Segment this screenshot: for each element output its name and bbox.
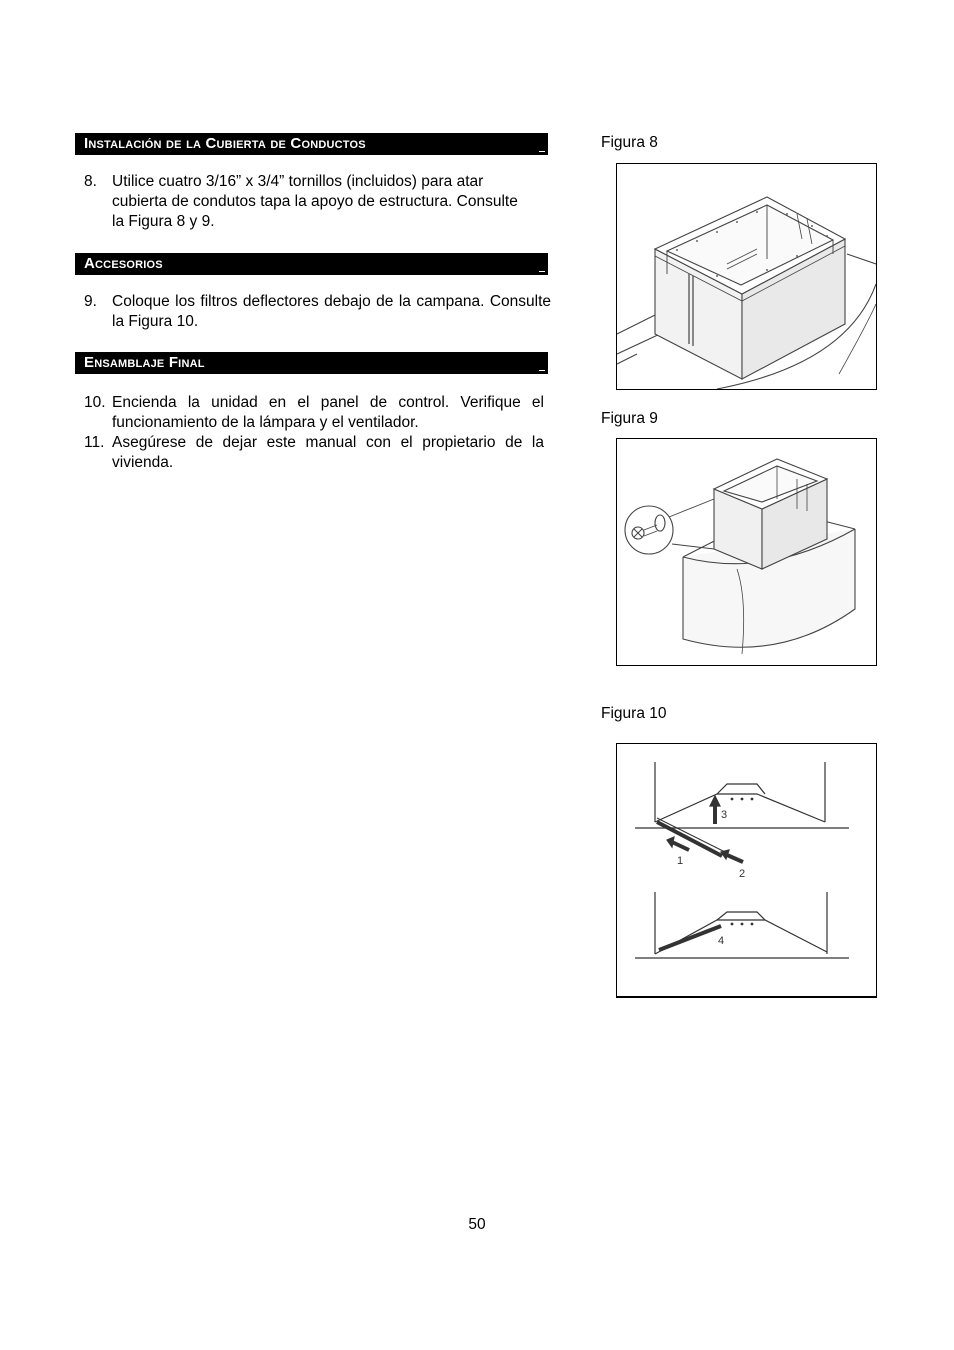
- figure-8-caption: Figura 8: [601, 134, 658, 151]
- item-text: Asegúrese de dejar este manual con el propietario de la vivienda.: [112, 434, 544, 471]
- item-text: Utilice cuatro 3/16” x 3/4” tornillos (incluidos) para atar cubierta de condutos tapa la apoyo de estructura. Consulte la Figura 8 y 9.: [112, 173, 518, 230]
- section-heading-text: Accesorios: [84, 255, 163, 272]
- item-number: 9.: [84, 293, 97, 310]
- section-heading-text: Instalación de la Cubierta de Conductos: [84, 135, 366, 152]
- item-number: 10.: [84, 394, 106, 411]
- duct-cover-screw-illustration: [617, 439, 876, 665]
- section-heading-duct-cover: [75, 133, 548, 155]
- page-number: 50: [468, 1216, 486, 1233]
- heading-rule: [539, 151, 545, 152]
- heading-rule: [539, 271, 545, 272]
- figure-10: [616, 743, 877, 998]
- list-item-10: [84, 393, 550, 433]
- item-text: Coloque los filtros deflectores debajo de la campana. Consulte la Figura 10.: [112, 293, 551, 330]
- section-heading-text: Ensamblaje Final: [84, 354, 205, 371]
- figure-9: [616, 438, 877, 666]
- list-item-8: [84, 172, 550, 232]
- section-heading-accessories: [75, 253, 548, 275]
- baffle-filter-install-illustration: [617, 744, 876, 996]
- item-number: 11.: [84, 434, 105, 451]
- heading-rule: [539, 370, 545, 371]
- list-item-9: [84, 292, 550, 332]
- item-text: Encienda la unidad en el panel de control. Verifique el funcionamiento de la lámpara y el ventilador.: [112, 394, 544, 431]
- figure-10-caption: Figura 10: [601, 705, 667, 722]
- duct-cover-frame-illustration: [617, 164, 876, 389]
- label-step-1: 1: [677, 855, 684, 867]
- label-step-2: 2: [739, 868, 746, 880]
- item-number: 8.: [84, 173, 97, 190]
- label-step-4: 4: [718, 935, 725, 947]
- figure-8: [616, 163, 877, 390]
- figure-9-caption: Figura 9: [601, 410, 658, 427]
- label-step-3: 3: [721, 809, 728, 821]
- list-item-11: [84, 433, 550, 473]
- section-heading-final-assembly: [75, 352, 548, 374]
